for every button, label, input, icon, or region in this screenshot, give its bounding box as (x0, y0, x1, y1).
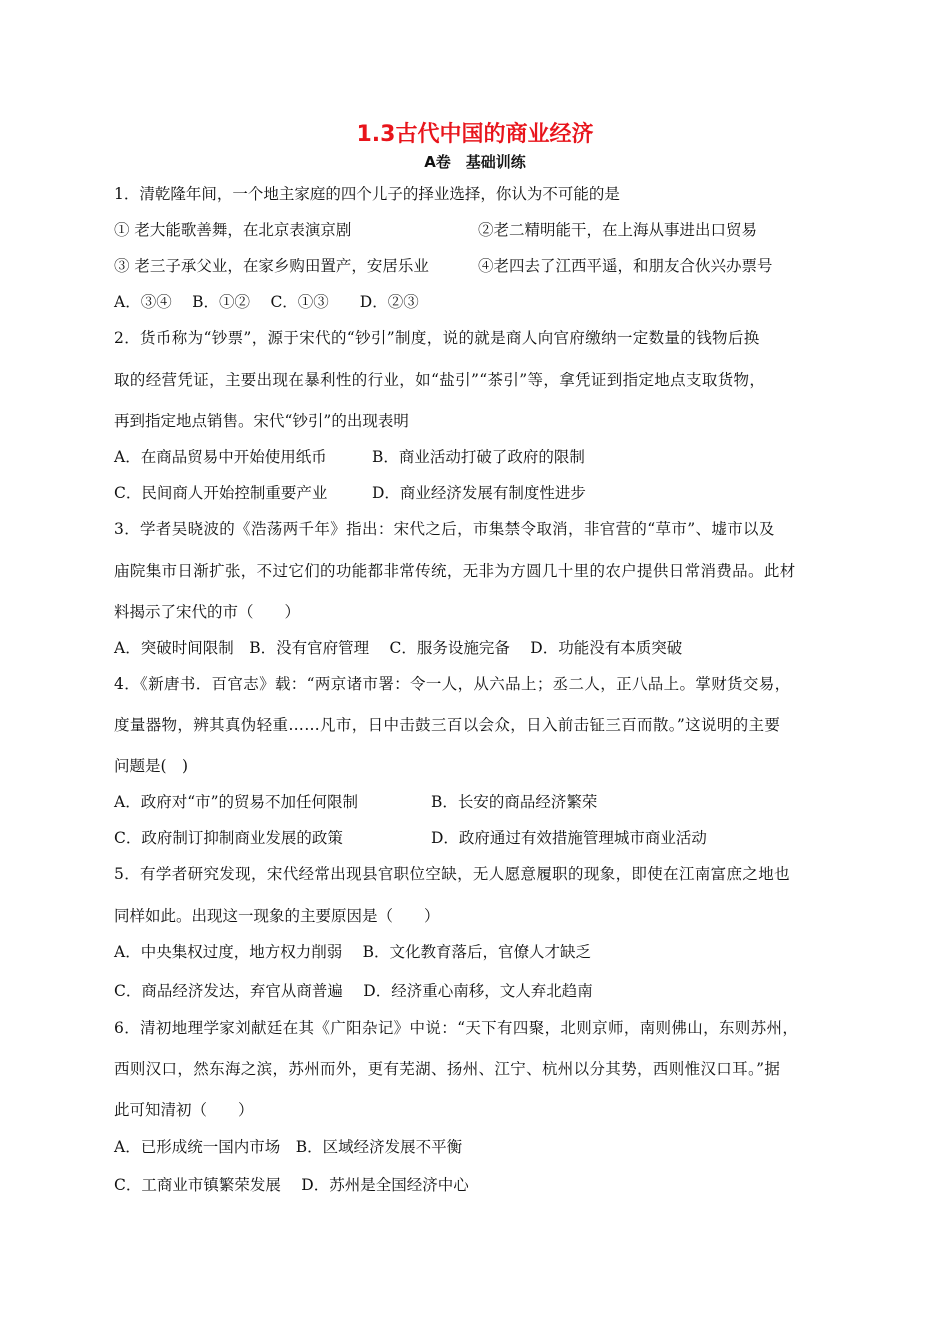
question-5-line-2: 同样如此。出现这一现象的主要原因是（ ） (114, 907, 440, 925)
question-1-item-3: ③ 老三子承父业，在家乡购田置产，安居乐业 (114, 257, 429, 275)
question-3-line-1: 3．学者吴晓波的《浩荡两千年》指出：宋代之后，市集禁令取消，非官营的“草市”、墟市以及 (114, 520, 775, 538)
question-2-option-c: C．民间商人开始控制重要产业 (114, 484, 328, 502)
question-6-line-3: 此可知清初（ ） (114, 1101, 254, 1119)
question-5-options-cd: C．商品经济发达，弃官从商普遍 D．经济重心南移，文人弃北趋南 (114, 982, 593, 1000)
question-4-option-a: A．政府对“市”的贸易不加任何限制 (114, 793, 359, 811)
question-2-option-a: A．在商品贸易中开始使用纸币 (114, 448, 327, 466)
question-1-item-2: ②老二精明能干，在上海从事进出口贸易 (478, 221, 758, 239)
question-4-line-2: 度量器物，辨其真伪轻重……凡市，日中击鼓三百以会众，日入前击钲三百而散。”这说明的主要 (114, 716, 781, 734)
question-6-line-2: 西则汉口，然东海之滨，苏州而外，更有芜湖、扬州、江宁、杭州以分其势，西则惟汉口耳。”据 (114, 1060, 781, 1078)
question-1-item-4: ④老四去了江西平遥，和朋友合伙兴办票号 (478, 257, 773, 275)
page-subtitle: A卷 基础训练 (424, 153, 526, 171)
question-1-stem: 1．清乾隆年间，一个地主家庭的四个儿子的择业选择，你认为不可能的是 (114, 185, 620, 203)
question-1-item-1: ① 老大能歌善舞，在北京表演京剧 (114, 221, 352, 239)
question-6-options-ab: A．已形成统一国内市场 B．区域经济发展不平衡 (114, 1138, 463, 1156)
page-title: 1.3古代中国的商业经济 (356, 122, 594, 147)
question-4-option-b: B．长安的商品经济繁荣 (431, 793, 598, 811)
question-4-line-3: 问题是( ) (114, 757, 189, 775)
question-3-line-3: 料揭示了宋代的市（ ） (114, 603, 301, 621)
question-6-options-cd: C．工商业市镇繁荣发展 D．苏州是全国经济中心 (114, 1176, 469, 1194)
question-3-line-2: 庙院集市日渐扩张，不过它们的功能都非常传统，无非为方圆几十里的农户提供日常消费品。此材 (114, 562, 796, 580)
question-2-line-2: 取的经营凭证，主要出现在暴利性的行业，如“盐引”“茶引”等，拿凭证到指定地点支取货物， (114, 371, 766, 389)
question-5-line-1: 5．有学者研究发现，宋代经常出现县官职位空缺，无人愿意履职的现象，即使在江南富庶之地也 (114, 865, 790, 883)
question-4-option-d: D．政府通过有效措施管理城市商业活动 (431, 829, 707, 847)
question-3-options: A．突破时间限制 B．没有官府管理 C．服务设施完备 D．功能没有本质突破 (114, 639, 683, 657)
question-5-options-ab: A．中央集权过度，地方权力削弱 B．文化教育落后，官僚人才缺乏 (114, 943, 592, 961)
question-4-option-c: C．政府制订抑制商业发展的政策 (114, 829, 343, 847)
question-2-option-b: B．商业活动打破了政府的限制 (372, 448, 585, 466)
question-1-options: A．③④ B．①② C．①③ D．②③ (114, 293, 419, 311)
question-6-line-1: 6．清初地理学家刘献廷在其《广阳杂记》中说：“天下有四聚，北则京师，南则佛山，东则苏州， (114, 1019, 799, 1037)
question-2-option-d: D．商业经济发展有制度性进步 (372, 484, 586, 502)
question-2-line-1: 2．货币称为“钞票”，源于宋代的“钞引”制度，说的就是商人向官府缴纳一定数量的钱物后换 (114, 329, 760, 347)
question-4-line-1: 4．《新唐书．百官志》载：“两京诸市署：令一人，从六品上；丞二人，正八品上。掌财货交易， (114, 675, 791, 693)
question-2-line-3: 再到指定地点销售。宋代“钞引”的出现表明 (114, 412, 409, 430)
